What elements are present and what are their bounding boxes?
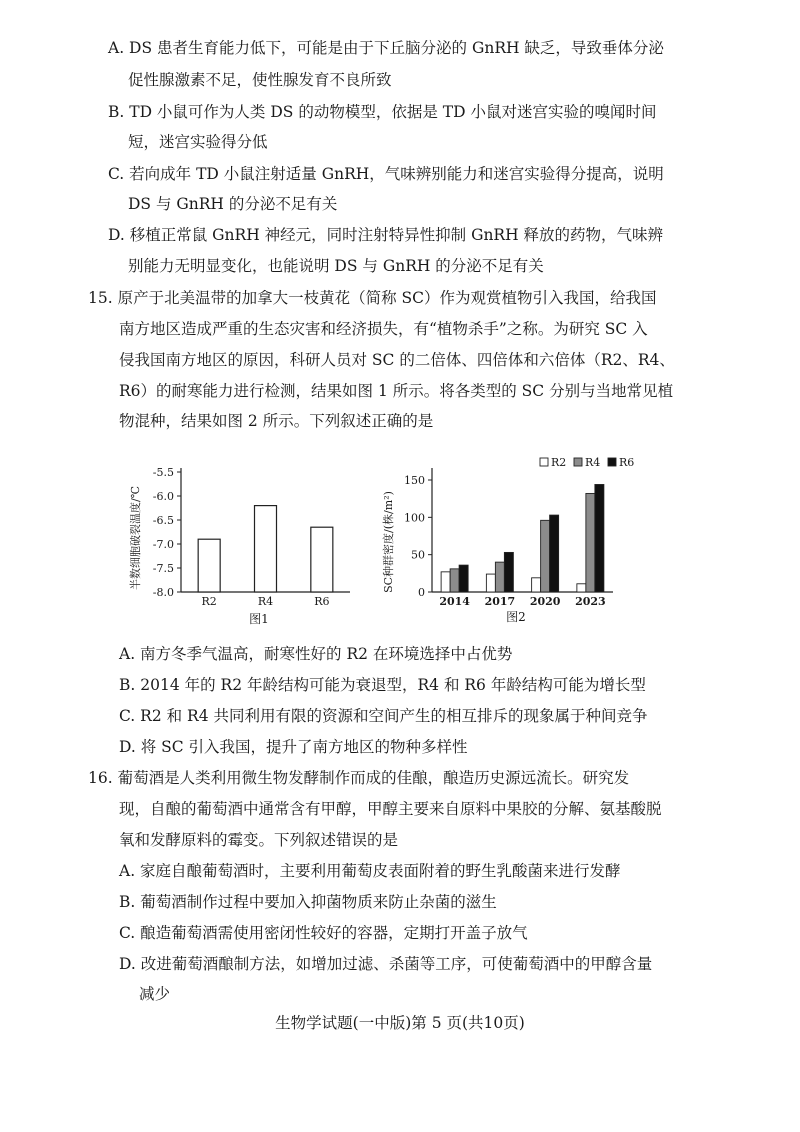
figure-2-x-tick-label: 2023 xyxy=(575,595,606,608)
q15-stem-line3: 侵我国南方地区的原因，科研人员对 SC 的二倍体、四倍体和六倍体（R2、R4、 xyxy=(119,351,675,369)
q16-stem-line3: 氧和发酵原料的霉变。下列叙述错误的是 xyxy=(119,831,399,849)
figure-2-x-tick-label: 2020 xyxy=(529,595,561,608)
q16-option-c: C. 酿造葡萄酒需使用密闭性较好的容器，定期打开盖子放气 xyxy=(119,924,528,942)
figure-2-legend-label-R2: R2 xyxy=(551,456,567,469)
figure-2-bar-R2-2014 xyxy=(441,572,450,592)
q16-option-d-line1: D. 改进葡萄酒酿制方法，如增加过滤、杀菌等工序，可使葡萄酒中的甲醇含量 xyxy=(119,955,653,973)
figure-2-bar-R4-2023 xyxy=(586,493,595,592)
figure-2-legend-swatch-R2 xyxy=(540,458,548,466)
figure-2-bar-R2-2023 xyxy=(577,584,586,592)
figure-1-x-tick-label: R4 xyxy=(257,595,274,608)
figure-1-y-tick-label: -6.5 xyxy=(152,514,174,527)
q16-stem-line1: 16. 葡萄酒是人类利用微生物发酵制作而成的佳酿，酿造历史源远流长。研究发 xyxy=(88,769,630,787)
q14-option-b-line2: 短，迷宫实验得分低 xyxy=(128,133,268,151)
figure-1-y-tick-label: -6.0 xyxy=(152,490,174,503)
page-footer: 生物学试题(一中版)第 5 页(共10页) xyxy=(275,1014,525,1032)
figure-2-bar-R2-2017 xyxy=(486,574,495,592)
figure-1-bar-R4 xyxy=(255,506,277,592)
q16-option-a: A. 家庭自酿葡萄酒时，主要利用葡萄皮表面附着的野生乳酸菌来进行发酵 xyxy=(119,862,621,880)
figure-1-y-tick-label: -7.5 xyxy=(152,562,174,575)
figure-2-title: 图2 xyxy=(506,610,526,624)
figure-1-plot xyxy=(153,466,350,608)
figure-2-bar-R6-2023 xyxy=(595,484,604,592)
q16-option-b: B. 葡萄酒制作过程中要加入抑菌物质来防止杂菌的滋生 xyxy=(119,893,497,911)
figure-2-plot xyxy=(404,456,634,608)
q16-stem-line2: 现，自酿的葡萄酒中通常含有甲醇，甲醇主要来自原料中果胶的分解、氨基酸脱 xyxy=(119,800,662,818)
figure-2-bar-R4-2017 xyxy=(495,562,504,592)
q15-stem-line2: 南方地区造成严重的生态灾害和经济损失，有“植物杀手”之称。为研究 SC 入 xyxy=(119,320,648,338)
figure-2-bar-R6-2020 xyxy=(550,515,559,592)
figure-1-chart xyxy=(125,458,365,633)
figure-1-y-tick-label: -7.0 xyxy=(152,538,174,551)
figure-1-y-tick-label: -5.5 xyxy=(152,466,174,479)
q15-option-d: D. 将 SC 引入我国，提升了南方地区的物种多样性 xyxy=(119,738,468,756)
figure-2-bar-R4-2014 xyxy=(450,569,459,592)
q15-option-c: C. R2 和 R4 共同利用有限的资源和空间产生的相互排斥的现象属于种间竞争 xyxy=(119,707,648,725)
figure-1-bar-R6 xyxy=(311,527,333,592)
figure-2-legend-swatch-R4 xyxy=(574,458,582,466)
figure-2-x-tick-label: 2017 xyxy=(484,595,516,608)
figure-1-ylabel: 半数细胞破裂温度/℃ xyxy=(129,485,142,591)
figure-1-x-tick-label: R2 xyxy=(201,595,217,608)
figure-2-ylabel: SC种群密度/(株/m²) xyxy=(382,491,395,593)
q15-stem-line4: R6）的耐寒能力进行检测，结果如图 1 所示。将各类型的 SC 分别与当地常见植 xyxy=(119,382,674,400)
figure-2-y-tick-label: 100 xyxy=(404,511,425,525)
figure-1-bar-R2 xyxy=(198,539,220,592)
figure-2-legend-label-R4: R4 xyxy=(585,456,601,469)
q14-option-b-line1: B. TD 小鼠可作为人类 DS 的动物模型，依据是 TD 小鼠对迷宫实验的嗅闻时间 xyxy=(108,103,657,121)
figure-2-y-tick-label: 150 xyxy=(404,474,425,487)
q14-option-c-line1: C. 若向成年 TD 小鼠注射适量 GnRH，气味辨别能力和迷宫实验得分提高，说明 xyxy=(108,165,664,183)
figure-2-bar-R4-2020 xyxy=(541,520,550,592)
q14-option-d-line1: D. 移植正常鼠 GnRH 神经元，同时注射特异性抑制 GnRH 释放的药物，气味辨 xyxy=(108,226,664,244)
q14-option-d-line2: 别能力无明显变化，也能说明 DS 与 GnRH 的分泌不足有关 xyxy=(128,257,544,275)
figure-2-legend-label-R6: R6 xyxy=(619,456,635,469)
q15-option-b: B. 2014 年的 R2 年龄结构可能为衰退型，R4 和 R6 年龄结构可能为增长型 xyxy=(119,676,646,694)
q15-stem-line1: 15. 原产于北美温带的加拿大一枝黄花（简称 SC）作为观赏植物引入我国，给我国 xyxy=(88,289,657,307)
figure-2-x-tick-label: 2014 xyxy=(439,595,470,608)
figure-2-legend-swatch-R6 xyxy=(608,458,616,466)
figure-2-chart xyxy=(378,452,648,630)
figure-2-bar-R6-2014 xyxy=(459,565,468,592)
figure-1-y-tick-label: -8.0 xyxy=(152,586,174,599)
figure-1-x-tick-label: R6 xyxy=(314,595,330,608)
q14-option-a-line2: 促性腺激素不足，使性腺发育不良所致 xyxy=(128,71,392,89)
figure-2-y-tick-label: 50 xyxy=(411,548,425,562)
q14-option-c-line2: DS 与 GnRH 的分泌不足有关 xyxy=(128,195,338,213)
q14-option-a-line1: A. DS 患者生育能力低下，可能是由于下丘脑分泌的 GnRH 缺乏，导致垂体分泌 xyxy=(108,39,664,57)
q16-option-d-line2: 减少 xyxy=(139,985,171,1003)
q15-stem-line5: 物混种，结果如图 2 所示。下列叙述正确的是 xyxy=(119,412,434,430)
figure-2-bar-R6-2017 xyxy=(504,552,513,592)
figure-1-title: 图1 xyxy=(249,612,269,626)
figure-2-bar-R2-2020 xyxy=(532,578,541,592)
figure-2-y-tick-label: 0 xyxy=(418,586,425,599)
q15-option-a: A. 南方冬季气温高，耐寒性好的 R2 在环境选择中占优势 xyxy=(119,645,513,663)
